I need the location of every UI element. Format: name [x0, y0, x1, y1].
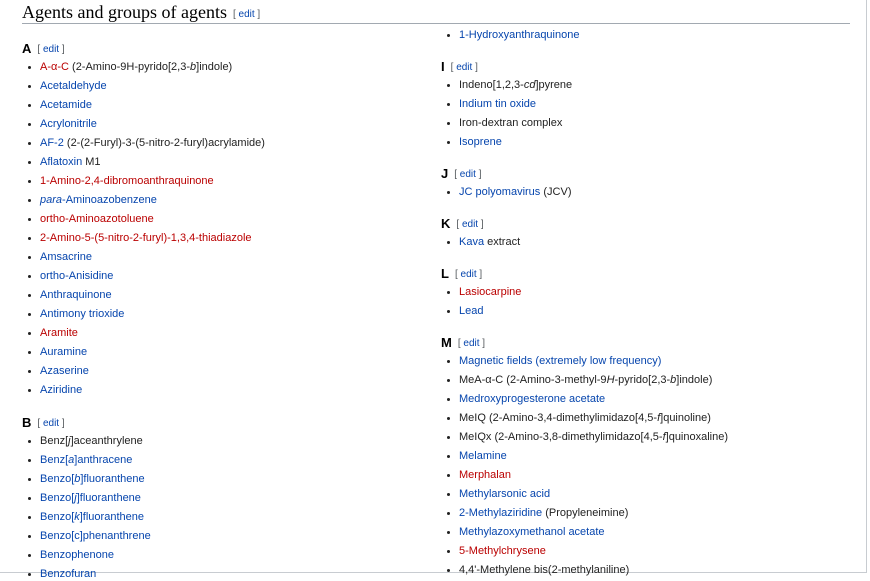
edit-link[interactable]: [ edit ] — [457, 338, 486, 349]
list-item — [459, 430, 728, 444]
item-link[interactable]: Methylarsonic acid — [459, 488, 551, 500]
item-link[interactable]: 5-Methylchrysene — [459, 545, 546, 557]
list-item — [459, 135, 502, 149]
item-link[interactable]: para — [40, 194, 63, 206]
item-text: ]indole) — [196, 61, 233, 73]
item-link[interactable]: Aramite — [40, 327, 78, 339]
edit-label: edit — [459, 169, 476, 180]
item-link[interactable]: 2-Methylaziridine — [459, 507, 543, 519]
list-item — [459, 354, 661, 368]
item-link[interactable]: k — [74, 511, 80, 523]
item-link[interactable]: ]fluoranthene — [80, 473, 145, 485]
list-item — [459, 373, 712, 387]
edit-link[interactable]: [ edit ] — [37, 44, 65, 55]
item-text: (JCV) — [540, 186, 572, 198]
subsection-heading-j — [441, 166, 481, 184]
list-item — [459, 411, 711, 425]
list-item — [459, 468, 511, 482]
item-text: ]quinoline) — [660, 412, 711, 424]
item-link[interactable]: Lasiocarpine — [459, 286, 522, 298]
item-link[interactable]: j — [74, 492, 77, 504]
list-item — [459, 185, 571, 199]
item-link[interactable]: Benzo[ — [40, 492, 75, 504]
list-item — [40, 345, 87, 359]
item-text: f — [662, 431, 666, 443]
list-item — [40, 250, 92, 264]
item-link[interactable]: 2-Amino-5-(5-nitro-2-furyl)-1,3,4-thiadiazole — [40, 232, 252, 244]
list-item — [40, 288, 112, 302]
item-text: j — [68, 435, 71, 447]
edit-label: edit — [456, 62, 473, 73]
item-link[interactable]: Auramine — [40, 346, 88, 358]
subsection-letter: A — [22, 41, 32, 56]
list-item — [459, 285, 521, 299]
edit-link[interactable]: [ edit ] — [232, 9, 261, 20]
item-link[interactable]: (extremely low frequency) — [532, 355, 662, 367]
item-link[interactable]: Isoprene — [459, 136, 502, 148]
item-text: cd — [523, 79, 536, 91]
list-item — [40, 548, 114, 562]
item-text: Benz[ — [40, 435, 69, 447]
item-link[interactable]: Acrylonitrile — [40, 118, 97, 130]
item-text: ]pyrene — [535, 79, 573, 91]
item-link[interactable]: ]fluoranthene — [76, 492, 141, 504]
item-link[interactable]: Benzo[c]phenanthrene — [40, 530, 151, 542]
subsection-heading-m — [441, 335, 485, 353]
item-link[interactable]: Amsacrine — [40, 251, 92, 263]
list-item — [40, 79, 107, 93]
item-link[interactable]: Aflatoxin — [40, 156, 83, 168]
edit-label: edit — [42, 418, 60, 429]
item-link[interactable]: -Aminoazobenzene — [62, 194, 157, 206]
list-item — [459, 449, 507, 463]
list-item — [459, 235, 520, 249]
item-link[interactable]: Benzo[ — [40, 473, 75, 485]
item-link[interactable]: Azaserine — [40, 365, 89, 377]
item-link[interactable]: Melamine — [459, 450, 507, 462]
edit-label: edit — [461, 219, 479, 230]
list-item — [459, 506, 628, 520]
item-link[interactable]: Kava — [459, 236, 485, 248]
list-item — [40, 453, 132, 467]
item-text: Indeno[1,2,3- — [459, 79, 524, 91]
list-item — [40, 136, 265, 150]
edit-link[interactable]: [ edit ] — [37, 418, 65, 429]
subsection-heading-l — [441, 266, 482, 284]
item-text: ]quinoxaline) — [665, 431, 729, 443]
subsection-letter: M — [441, 335, 452, 350]
list-item — [459, 525, 605, 539]
list-item — [40, 307, 124, 321]
list-item — [40, 98, 92, 112]
list-item — [459, 563, 629, 577]
list-item — [40, 510, 144, 524]
item-link[interactable]: JC polyomavirus — [459, 186, 541, 198]
item-link[interactable]: Benzo[ — [40, 511, 75, 523]
subsection-heading-i — [441, 59, 478, 77]
item-link[interactable]: ortho-Anisidine — [40, 270, 114, 282]
edit-label: edit — [463, 338, 480, 349]
subsection-heading-b — [22, 415, 65, 433]
item-link[interactable]: A-α-C — [40, 61, 69, 73]
item-link[interactable]: a — [68, 454, 75, 466]
item-link[interactable]: 1-Amino-2,4-dibromoanthraquinone — [40, 175, 214, 187]
item-link[interactable]: Methylazoxymethanol acetate — [459, 526, 605, 538]
subsection-heading-a — [22, 41, 65, 59]
item-link[interactable]: ]anthracene — [74, 454, 133, 466]
list-item — [40, 155, 101, 169]
item-link[interactable]: Benzophenone — [40, 549, 115, 561]
item-link[interactable]: ]fluoranthene — [79, 511, 144, 523]
subsection-letter: L — [441, 266, 449, 281]
list-item — [459, 116, 562, 130]
item-link[interactable]: Medroxyprogesterone acetate — [459, 393, 606, 405]
item-link[interactable]: Benzofuran — [40, 568, 97, 580]
item-link[interactable]: Merphalan — [459, 469, 511, 481]
item-link[interactable]: Aziridine — [40, 384, 83, 396]
item-text: MeA-α-C (2-Amino-3-methyl-9 — [459, 374, 607, 386]
item-link[interactable]: Benz[ — [40, 454, 69, 466]
item-text: ]indole) — [676, 374, 713, 386]
list-item — [459, 78, 572, 92]
subsection-letter: I — [441, 59, 445, 74]
item-link[interactable]: Acetaldehyde — [40, 80, 107, 92]
item-text: (Propyleneimine) — [542, 507, 629, 519]
item-text: extract — [484, 236, 521, 248]
item-text: MeIQ (2-Amino-3,4-dimethylimidazo[4,5- — [459, 412, 658, 424]
list-item — [40, 269, 113, 283]
item-link[interactable]: Acetamide — [40, 99, 92, 111]
list-item — [459, 487, 550, 501]
item-text: (2-Amino-9H-pyrido[2,3- — [68, 61, 191, 73]
item-link[interactable]: b — [74, 473, 81, 485]
item-link[interactable]: ortho-Aminoazotoluene — [40, 213, 154, 225]
edit-link[interactable]: [ edit ] — [454, 169, 482, 180]
list-item — [40, 529, 151, 543]
list-item — [40, 193, 157, 207]
edit-link[interactable]: [ edit ] — [456, 219, 484, 230]
list-item — [40, 212, 154, 226]
item-text: f — [657, 412, 661, 424]
item-text: H — [606, 374, 615, 386]
item-text: (2-(2-Furyl)-3-(5-nitro-2-furyl)acrylamide) — [63, 137, 265, 149]
section-heading — [22, 1, 850, 24]
list-item — [459, 544, 546, 558]
list-item — [40, 434, 143, 448]
list-item — [40, 491, 141, 505]
section-title: Agents and groups of agents — [22, 2, 227, 22]
list-item — [459, 28, 579, 42]
subsection-letter: K — [441, 216, 451, 231]
item-text: ]aceanthrylene — [70, 435, 143, 447]
item-text: b — [670, 374, 677, 386]
list-item — [40, 567, 96, 581]
item-text: Iron-dextran complex — [459, 117, 563, 129]
item-text: -pyrido[2,3- — [614, 374, 671, 386]
edit-link[interactable]: [ edit ] — [454, 269, 483, 280]
item-text: 4,4'-Methylene bis(2-methylaniline) — [459, 564, 630, 576]
edit-link[interactable]: [ edit ] — [450, 62, 478, 73]
item-link[interactable]: Antimony trioxide — [40, 308, 125, 320]
item-link[interactable]: 1-Hydroxyanthraquinone — [459, 29, 580, 41]
list-item — [459, 392, 605, 406]
subsection-letter: B — [22, 415, 32, 430]
item-text: M1 — [82, 156, 101, 168]
list-item — [40, 231, 252, 245]
list-item — [40, 326, 78, 340]
item-link[interactable]: Anthraquinone — [40, 289, 112, 301]
item-text: b — [190, 61, 197, 73]
list-item — [40, 117, 97, 131]
list-item — [40, 364, 89, 378]
item-link[interactable]: AF-2 — [40, 137, 64, 149]
list-item — [40, 174, 214, 188]
edit-label: edit — [42, 44, 60, 55]
list-item — [459, 304, 483, 318]
list-item — [40, 383, 82, 397]
item-link[interactable]: Lead — [459, 305, 484, 317]
item-text: MeIQx (2-Amino-3,8-dimethylimidazo[4,5- — [459, 431, 663, 443]
edit-label: edit — [460, 269, 477, 280]
item-link[interactable]: Magnetic fields — [459, 355, 533, 367]
subsection-heading-k — [441, 216, 484, 234]
list-item — [40, 60, 232, 74]
list-item — [459, 97, 536, 111]
list-item — [40, 472, 145, 486]
item-link[interactable]: Indium tin oxide — [459, 98, 537, 110]
subsection-letter: J — [441, 166, 449, 181]
